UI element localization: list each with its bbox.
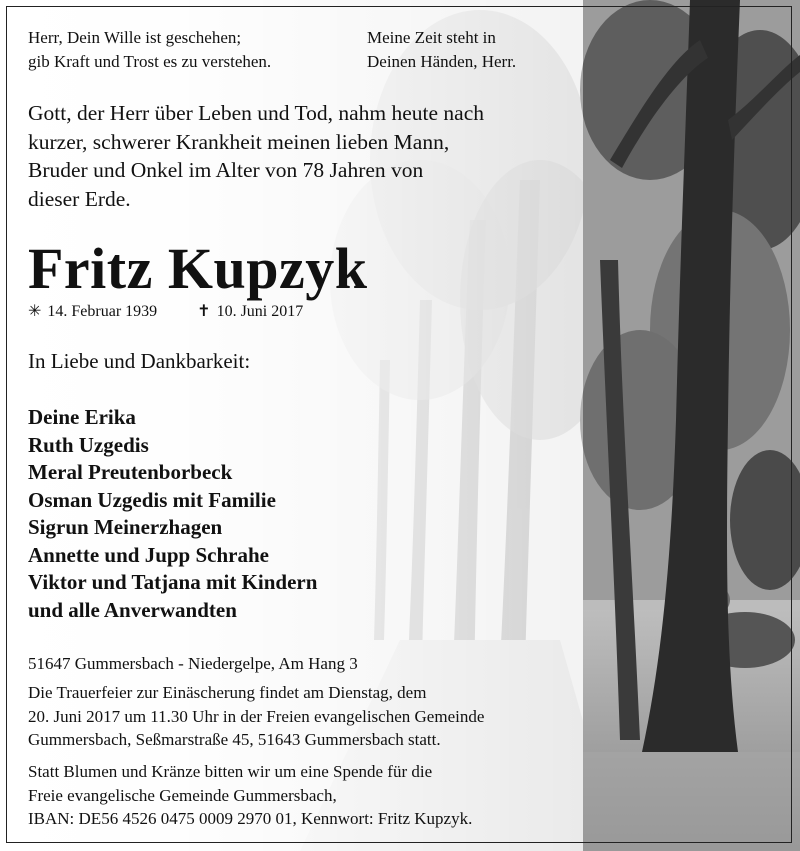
intro-line: dieser Erde. — [28, 186, 131, 211]
death-date — [197, 303, 303, 320]
address: 51647 Gummersbach - Niedergelpe, Am Hang 3 — [28, 654, 358, 673]
death-date-text: 10. Juni 2017 — [216, 303, 304, 320]
ceremony-line: Die Trauerfeier zur Einäscherung findet am Dienstag, dem — [28, 683, 427, 702]
donation-text — [28, 760, 472, 831]
verse-left-line: gib Kraft und Trost es zu verstehen. — [28, 52, 272, 71]
verse-right-line: Meine Zeit steht in — [367, 28, 496, 47]
mourner: und alle Anverwandten — [28, 597, 237, 622]
birth-date-text: 14. Februar 1939 — [47, 303, 158, 320]
ceremony-line: 20. Juni 2017 um 11.30 Uhr in der Freien evangelischen Gemeinde — [28, 706, 485, 726]
intro-line: Bruder und Onkel im Alter von 78 Jahren von — [28, 158, 424, 182]
verse-left-line: Herr, Dein Wille ist geschehen; — [28, 28, 242, 47]
intro-line: kurzer, schwerer Krankheit meinen lieben Mann, — [28, 129, 450, 154]
donation-line: Freie evangelische Gemeinde Gummersbach, — [28, 785, 337, 805]
donation-line: Statt Blumen und Kränze bitten wir um eine Spende für die — [28, 762, 433, 781]
intro-line: Gott, der Herr über Leben und Tod, nahm heute nach — [28, 101, 485, 125]
life-dates — [28, 302, 303, 322]
mourner: Annette und Jupp Schrahe — [28, 542, 269, 567]
mourner: Ruth Uzgedis — [28, 432, 149, 457]
thanks-line: In Liebe und Dankbarkeit: — [28, 349, 251, 373]
verse-right-line: Deinen Händen, Herr. — [367, 52, 517, 71]
mourners-list — [28, 404, 317, 624]
verse-right — [367, 26, 516, 74]
birth-date — [28, 303, 161, 320]
verse-left — [28, 26, 271, 74]
ceremony-text — [28, 681, 484, 752]
right-photo-panel — [580, 0, 800, 851]
mourner: Meral Preutenborbeck — [28, 460, 233, 484]
deceased-name: Fritz Kupzyk — [28, 236, 368, 301]
birth-star-icon: ✳ — [28, 303, 42, 320]
mourner: Viktor und Tatjana mit Kindern — [28, 570, 318, 594]
ceremony-line: Gummersbach, Seßmarstraße 45, 51643 Gummersbach statt. — [28, 730, 441, 749]
death-cross-icon: ✝ — [197, 303, 211, 320]
donation-line: IBAN: DE56 4526 0475 0009 2970 01, Kennwort: Fritz Kupzyk. — [28, 809, 473, 828]
mourner: Deine Erika — [28, 405, 136, 429]
mourner: Osman Uzgedis mit Familie — [28, 487, 276, 512]
mourner: Sigrun Meinerzhagen — [28, 515, 223, 539]
intro-text — [28, 99, 484, 213]
